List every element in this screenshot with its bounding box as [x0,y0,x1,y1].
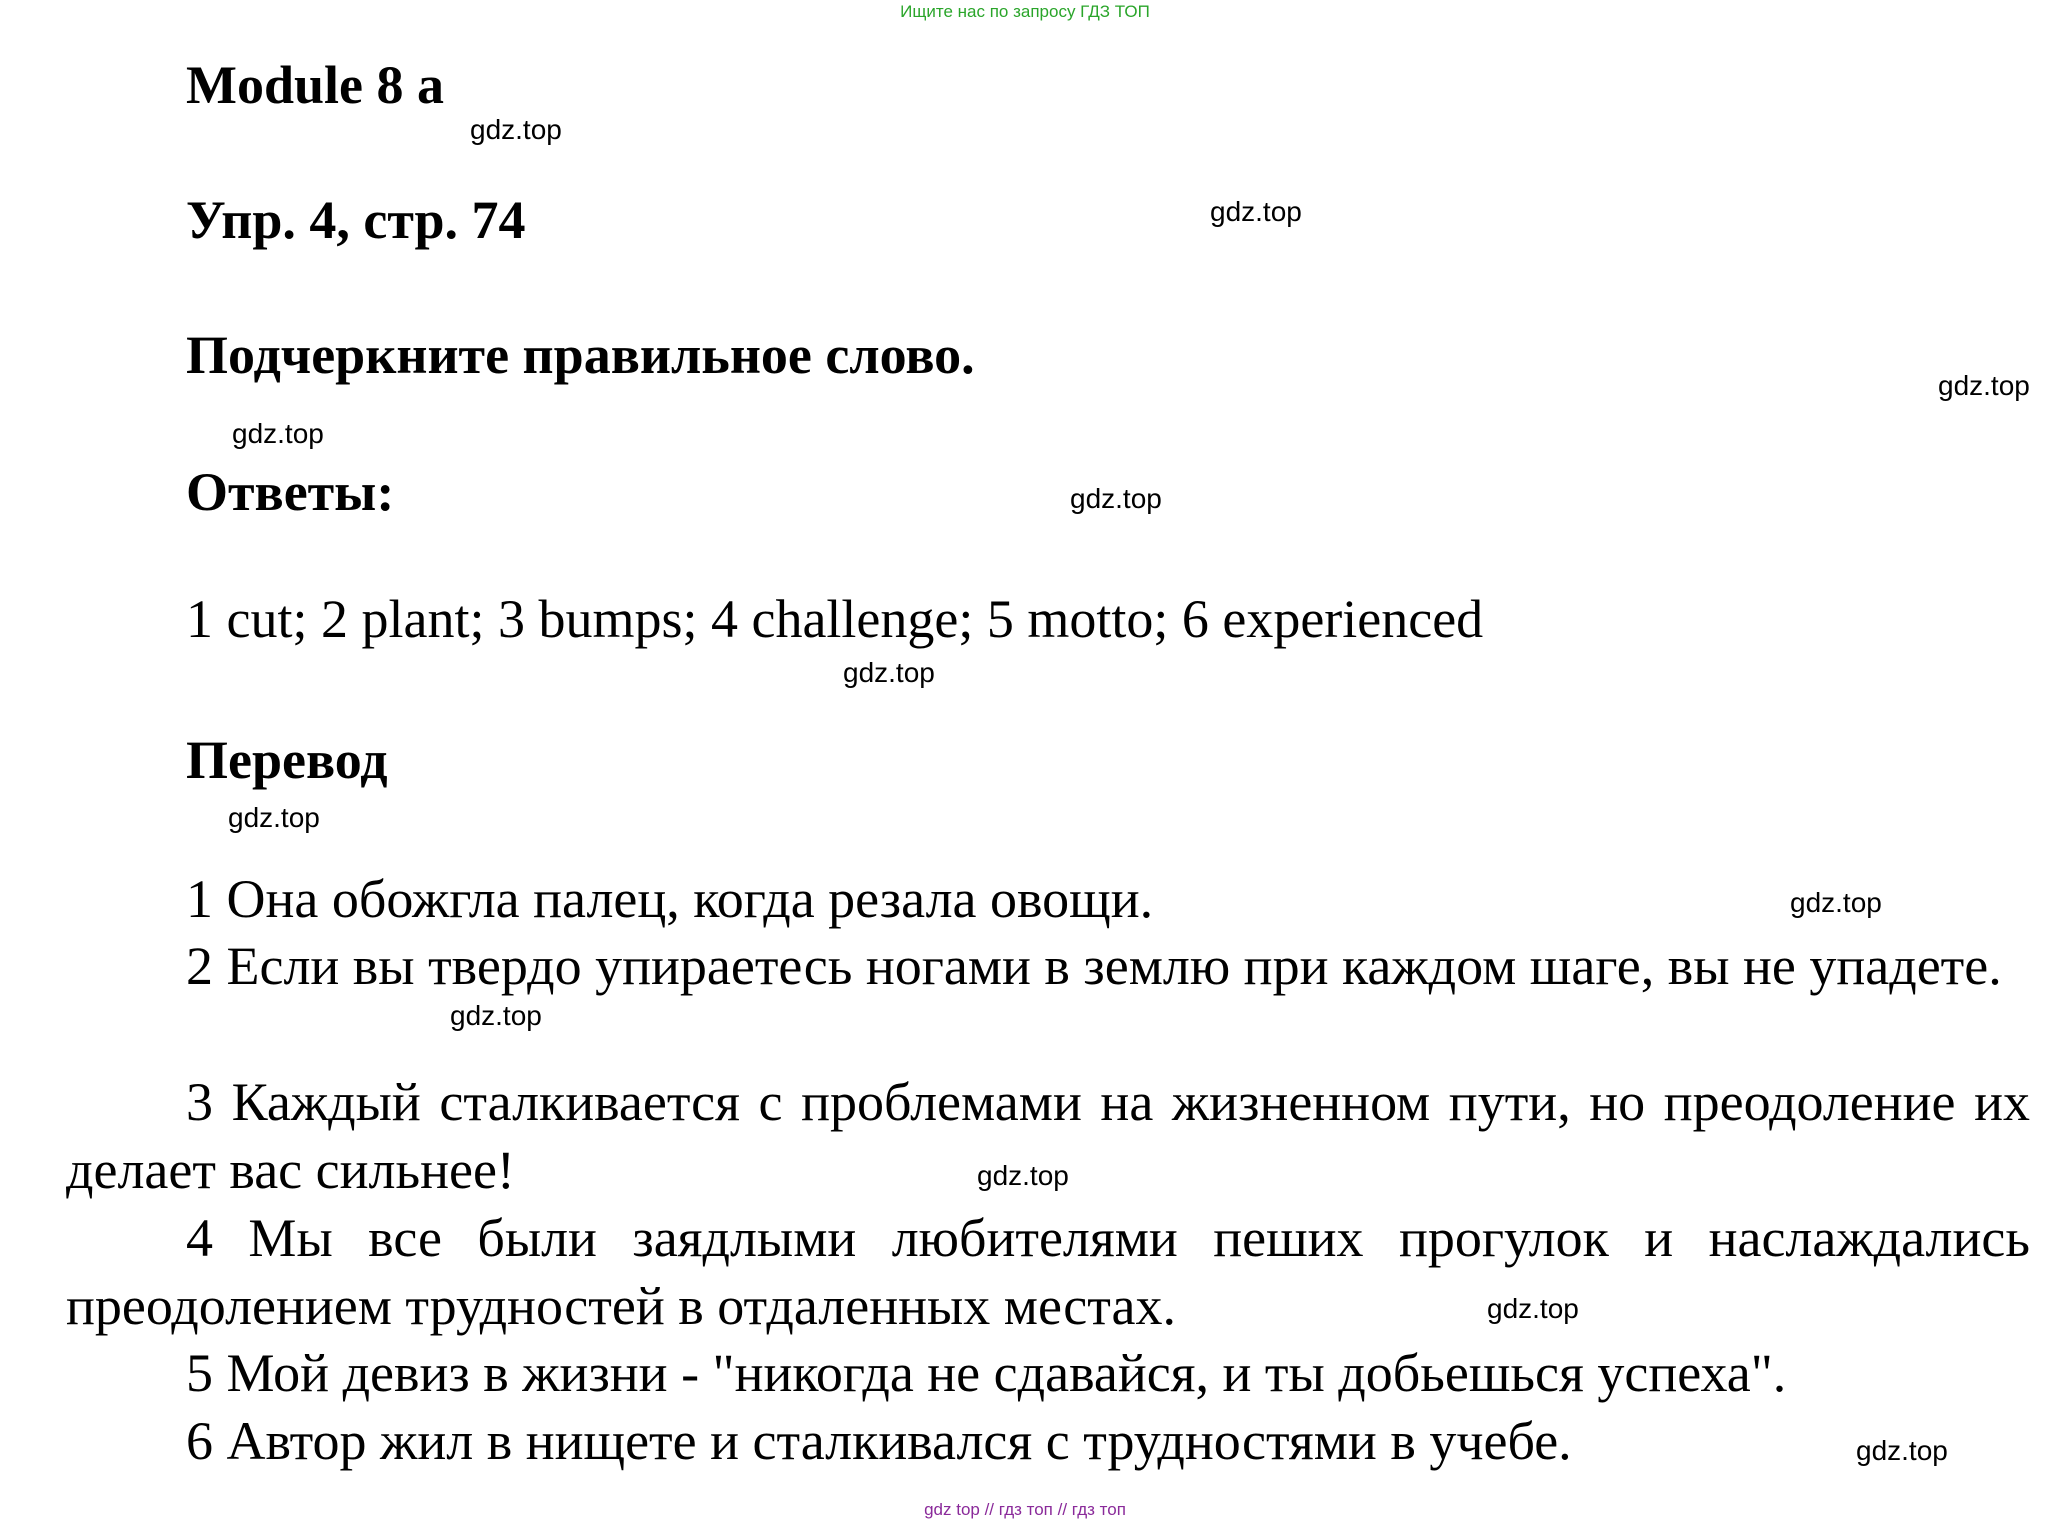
translation-line-1: 1 Она обожгла палец, когда резала овощи. [186,869,1154,929]
watermark: gdz.top [1938,370,2030,401]
translation-line-2: 2 Если вы твердо упираетесь ногами в землю при каждом шаге, вы не упадете. [186,936,2002,996]
translation-line-3: 3 Каждый сталкивается с проблемами на жизненном пути, но преодоление их делает вас сильнее! [66,1072,2030,1200]
watermark: gdz.top [977,1160,1069,1191]
task-instruction: Подчеркните правильное слово. [186,325,975,385]
top-banner: Ищите нас по запросу ГДЗ ТОП [900,2,1150,21]
watermark: gdz.top [1856,1435,1948,1466]
watermark: gdz.top [470,114,562,145]
watermark: gdz.top [228,802,320,833]
translation-line-4: 4 Мы все были заядлыми любителями пеших прогулок и наслаждались преодолением трудностей в отдаленных местах. [66,1208,2030,1336]
answers-heading: Ответы: [186,462,395,522]
watermark: gdz.top [1210,196,1302,227]
watermark: gdz.top [450,1000,542,1031]
exercise-reference: Упр. 4, стр. 74 [186,190,526,250]
watermark: gdz.top [1487,1293,1579,1324]
answers-text: 1 cut; 2 plant; 3 bumps; 4 challenge; 5 motto; 6 experienced [186,589,1484,649]
translation-line-6: 6 Автор жил в нищете и сталкивался с трудностями в учебе. [186,1411,1572,1471]
translation-line-5: 5 Мой девиз в жизни - "никогда не сдавайся, и ты добьешься успеха". [186,1343,1787,1403]
watermark: gdz.top [843,657,935,688]
bottom-banner: gdz top // гдз топ // гдз топ [924,1500,1126,1519]
translation-heading: Перевод [186,730,388,790]
module-title: Module 8 a [186,55,445,115]
watermark: gdz.top [1790,887,1882,918]
watermark: gdz.top [1070,483,1162,514]
watermark: gdz.top [232,418,324,449]
